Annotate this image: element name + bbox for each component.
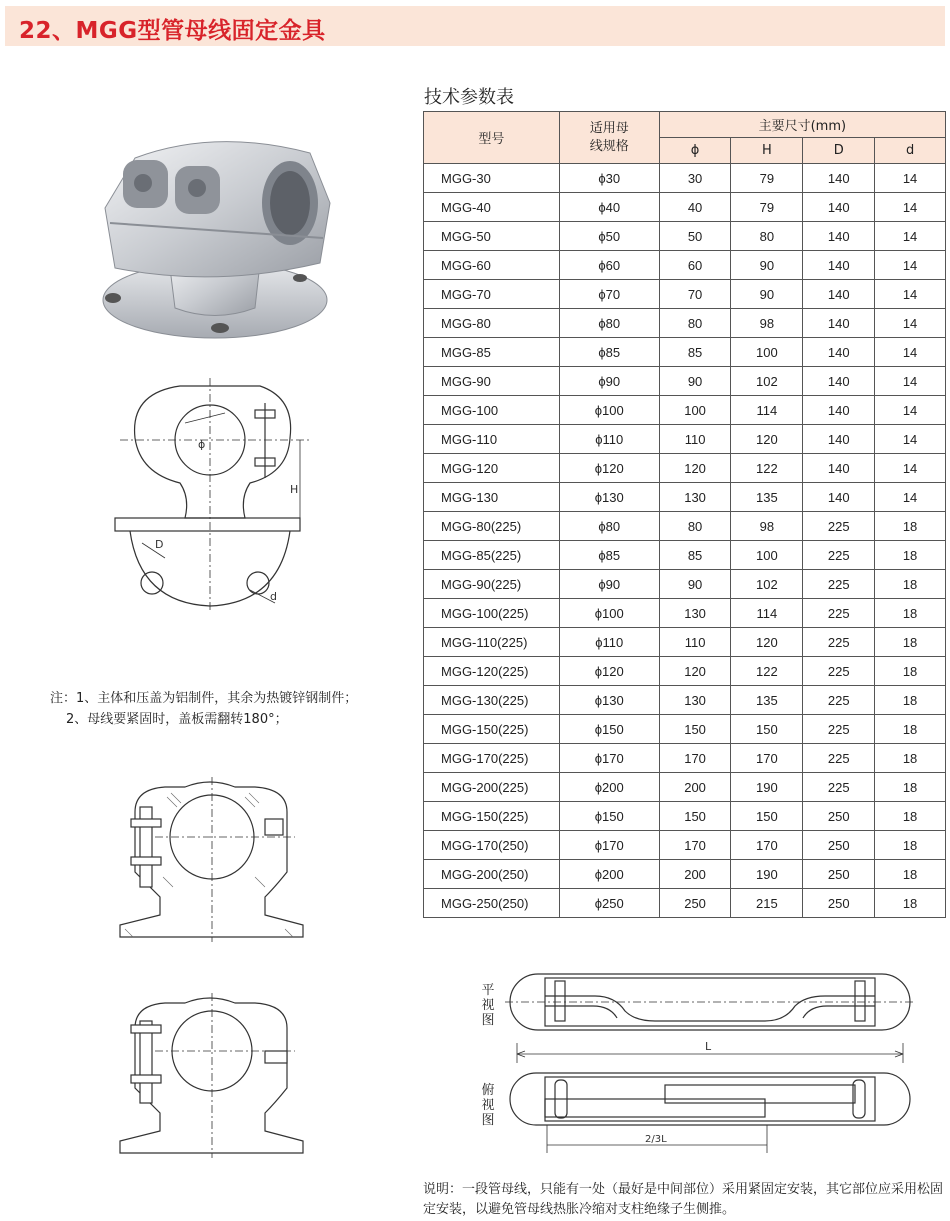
header-phi: ϕ	[659, 138, 731, 164]
header-spec: 适用母线规格	[559, 112, 659, 164]
table-row	[424, 280, 946, 309]
table-cell: 190	[731, 860, 803, 889]
table-cell: 50	[659, 222, 731, 251]
table-cell: 80	[659, 512, 731, 541]
note-line-1: 注：1、主体和压盖为铝制件，其余为热镀锌钢制件；	[50, 691, 358, 706]
table-cell: 18	[875, 889, 946, 918]
table-cell: 18	[875, 570, 946, 599]
table-cell: 225	[803, 657, 875, 686]
table-cell: MGG-130	[424, 483, 560, 512]
table-row	[424, 831, 946, 860]
table-row	[424, 744, 946, 773]
table-row	[424, 164, 946, 193]
table-cell: MGG-130(225)	[424, 686, 560, 715]
table-row	[424, 193, 946, 222]
table-cell: 130	[659, 686, 731, 715]
section-drawing-tight	[115, 777, 315, 942]
table-cell: 140	[803, 338, 875, 367]
table-cell: 140	[803, 396, 875, 425]
dim-phi-label: ϕ	[198, 438, 206, 451]
table-row	[424, 396, 946, 425]
table-cell: 40	[659, 193, 731, 222]
table-cell: 225	[803, 715, 875, 744]
header-d-small: d	[875, 138, 946, 164]
table-cell: 114	[731, 396, 803, 425]
table-cell: 225	[803, 599, 875, 628]
table-cell: 170	[731, 744, 803, 773]
table-row	[424, 773, 946, 802]
table-cell: 250	[803, 831, 875, 860]
table-row	[424, 222, 946, 251]
table-cell: 14	[875, 193, 946, 222]
table-cell: 225	[803, 744, 875, 773]
table-cell: 18	[875, 512, 946, 541]
table-cell: ϕ200	[559, 773, 659, 802]
table-cell: 122	[731, 657, 803, 686]
table-cell: 140	[803, 193, 875, 222]
table-cell: 14	[875, 251, 946, 280]
busbar-plan-view	[505, 966, 915, 1041]
table-cell: 150	[731, 715, 803, 744]
table-cell: 114	[731, 599, 803, 628]
table-cell: ϕ150	[559, 802, 659, 831]
table-cell: 200	[659, 860, 731, 889]
table-cell: 100	[731, 541, 803, 570]
table-cell: 18	[875, 860, 946, 889]
table-cell: 79	[731, 164, 803, 193]
dimension-drawing	[110, 378, 320, 618]
table-cell: ϕ80	[559, 309, 659, 338]
table-cell: ϕ60	[559, 251, 659, 280]
table-cell: 140	[803, 251, 875, 280]
table-cell: 18	[875, 686, 946, 715]
table-cell: 90	[659, 570, 731, 599]
table-cell: 225	[803, 512, 875, 541]
table-row	[424, 454, 946, 483]
spec-table	[423, 111, 946, 918]
table-cell: 140	[803, 280, 875, 309]
notes	[50, 688, 357, 730]
table-cell: ϕ90	[559, 367, 659, 396]
table-cell: 140	[803, 164, 875, 193]
table-row	[424, 628, 946, 657]
table-cell: 190	[731, 773, 803, 802]
table-row	[424, 599, 946, 628]
table-cell: MGG-70	[424, 280, 560, 309]
table-cell: 140	[803, 483, 875, 512]
table-cell: MGG-30	[424, 164, 560, 193]
table-cell: ϕ250	[559, 889, 659, 918]
table-cell: MGG-200(225)	[424, 773, 560, 802]
table-cell: 110	[659, 628, 731, 657]
table-row	[424, 541, 946, 570]
table-cell: 120	[731, 628, 803, 657]
table-cell: ϕ130	[559, 686, 659, 715]
table-cell: MGG-100(225)	[424, 599, 560, 628]
table-cell: ϕ30	[559, 164, 659, 193]
page-title: 22、MGG型管母线固定金具	[19, 18, 326, 44]
table-cell: MGG-90(225)	[424, 570, 560, 599]
table-cell: MGG-80	[424, 309, 560, 338]
two-thirds-label: 2/3L	[645, 1134, 667, 1145]
table-cell: 30	[659, 164, 731, 193]
table-cell: ϕ100	[559, 599, 659, 628]
table-cell: 14	[875, 338, 946, 367]
table-cell: 225	[803, 541, 875, 570]
table-cell: 14	[875, 367, 946, 396]
table-cell: 170	[659, 831, 731, 860]
table-row	[424, 425, 946, 454]
table-cell: ϕ110	[559, 628, 659, 657]
table-cell: 150	[659, 802, 731, 831]
table-cell: MGG-80(225)	[424, 512, 560, 541]
header-dims: 主要尺寸(mm)	[659, 112, 945, 138]
table-row	[424, 367, 946, 396]
table-cell: 14	[875, 396, 946, 425]
table-cell: 100	[731, 338, 803, 367]
note-line-2: 2、母线要紧固时，盖板需翻转180°；	[66, 712, 288, 727]
table-cell: 18	[875, 541, 946, 570]
table-cell: 18	[875, 715, 946, 744]
table-caption: 技术参数表	[424, 87, 514, 108]
table-cell: ϕ90	[559, 570, 659, 599]
table-cell: MGG-150(225)	[424, 715, 560, 744]
bottom-note: 说明：一段管母线，只能有一处（最好是中间部位）采用紧固定安装，其它部位应采用松固定安装，以避免管母线热胀冷缩对支柱绝缘子生侧推。	[423, 1182, 944, 1217]
table-row	[424, 309, 946, 338]
table-cell: 150	[731, 802, 803, 831]
table-row	[424, 338, 946, 367]
table-cell: 225	[803, 570, 875, 599]
spec-table-body	[424, 164, 946, 918]
table-cell: 85	[659, 338, 731, 367]
dim-d-big-label: D	[155, 538, 164, 551]
table-cell: ϕ170	[559, 831, 659, 860]
table-cell: ϕ170	[559, 744, 659, 773]
table-cell: MGG-170(250)	[424, 831, 560, 860]
table-cell: MGG-50	[424, 222, 560, 251]
section-drawing-loose	[115, 993, 315, 1158]
table-cell: ϕ85	[559, 541, 659, 570]
table-cell: 18	[875, 628, 946, 657]
table-cell: 120	[659, 657, 731, 686]
table-cell: 225	[803, 773, 875, 802]
table-cell: 60	[659, 251, 731, 280]
table-cell: ϕ200	[559, 860, 659, 889]
table-cell: 18	[875, 657, 946, 686]
table-cell: ϕ40	[559, 193, 659, 222]
table-cell: 90	[731, 280, 803, 309]
table-cell: ϕ150	[559, 715, 659, 744]
table-cell: 90	[731, 251, 803, 280]
table-cell: 120	[731, 425, 803, 454]
table-row	[424, 512, 946, 541]
header-h: H	[731, 138, 803, 164]
table-cell: ϕ80	[559, 512, 659, 541]
table-cell: ϕ120	[559, 657, 659, 686]
table-cell: 102	[731, 367, 803, 396]
table-cell: 130	[659, 483, 731, 512]
table-cell: 250	[803, 860, 875, 889]
table-cell: 110	[659, 425, 731, 454]
length-label: L	[705, 1040, 712, 1053]
table-cell: MGG-120	[424, 454, 560, 483]
table-cell: 200	[659, 773, 731, 802]
table-cell: 140	[803, 309, 875, 338]
table-row	[424, 251, 946, 280]
table-cell: 18	[875, 831, 946, 860]
plan-view-label: 平视图	[481, 983, 495, 1028]
table-cell: 100	[659, 396, 731, 425]
table-cell: 215	[731, 889, 803, 918]
table-cell: 250	[659, 889, 731, 918]
table-cell: ϕ50	[559, 222, 659, 251]
table-cell: 14	[875, 454, 946, 483]
table-cell: MGG-250(250)	[424, 889, 560, 918]
table-cell: ϕ120	[559, 454, 659, 483]
table-cell: 98	[731, 309, 803, 338]
table-cell: 98	[731, 512, 803, 541]
table-cell: 14	[875, 222, 946, 251]
table-cell: 70	[659, 280, 731, 309]
table-cell: 170	[659, 744, 731, 773]
product-photo	[95, 128, 355, 368]
table-row	[424, 715, 946, 744]
table-row	[424, 802, 946, 831]
table-cell: MGG-90	[424, 367, 560, 396]
table-cell: 225	[803, 628, 875, 657]
dim-d-small-label: d	[270, 590, 277, 603]
table-cell: 140	[803, 425, 875, 454]
table-cell: MGG-120(225)	[424, 657, 560, 686]
table-cell: 225	[803, 686, 875, 715]
table-cell: 140	[803, 454, 875, 483]
table-cell: MGG-200(250)	[424, 860, 560, 889]
table-cell: 140	[803, 222, 875, 251]
table-cell: 120	[659, 454, 731, 483]
table-cell: ϕ110	[559, 425, 659, 454]
table-cell: 90	[659, 367, 731, 396]
table-cell: 14	[875, 483, 946, 512]
table-cell: 170	[731, 831, 803, 860]
table-cell: 14	[875, 425, 946, 454]
table-cell: 135	[731, 483, 803, 512]
dim-h-label: H	[290, 483, 299, 496]
top-view-label: 俯视图	[481, 1083, 495, 1128]
table-cell: 102	[731, 570, 803, 599]
table-cell: 135	[731, 686, 803, 715]
table-cell: 18	[875, 744, 946, 773]
table-cell: MGG-40	[424, 193, 560, 222]
table-cell: ϕ130	[559, 483, 659, 512]
table-cell: 79	[731, 193, 803, 222]
table-cell: 18	[875, 802, 946, 831]
table-cell: 85	[659, 541, 731, 570]
table-cell: 14	[875, 164, 946, 193]
table-cell: ϕ85	[559, 338, 659, 367]
table-cell: 140	[803, 367, 875, 396]
table-cell: MGG-150(225)	[424, 802, 560, 831]
table-row	[424, 570, 946, 599]
table-cell: MGG-170(225)	[424, 744, 560, 773]
table-cell: 18	[875, 773, 946, 802]
busbar-length-dimension	[505, 1038, 915, 1068]
table-cell: 130	[659, 599, 731, 628]
table-cell: 80	[659, 309, 731, 338]
title-band	[5, 6, 945, 46]
table-cell: MGG-100	[424, 396, 560, 425]
table-cell: 250	[803, 802, 875, 831]
table-row	[424, 686, 946, 715]
table-cell: 14	[875, 309, 946, 338]
table-cell: MGG-85(225)	[424, 541, 560, 570]
table-row	[424, 483, 946, 512]
table-cell: MGG-85	[424, 338, 560, 367]
table-cell: 18	[875, 599, 946, 628]
table-cell: 80	[731, 222, 803, 251]
table-cell: ϕ70	[559, 280, 659, 309]
busbar-top-view	[505, 1065, 915, 1160]
table-row	[424, 889, 946, 918]
table-cell: ϕ100	[559, 396, 659, 425]
table-cell: 250	[803, 889, 875, 918]
table-cell: 14	[875, 280, 946, 309]
header-model: 型号	[424, 112, 560, 164]
table-cell: 150	[659, 715, 731, 744]
table-cell: MGG-110	[424, 425, 560, 454]
table-cell: MGG-110(225)	[424, 628, 560, 657]
table-row	[424, 657, 946, 686]
table-cell: MGG-60	[424, 251, 560, 280]
table-row	[424, 860, 946, 889]
table-cell: 122	[731, 454, 803, 483]
header-d-big: D	[803, 138, 875, 164]
